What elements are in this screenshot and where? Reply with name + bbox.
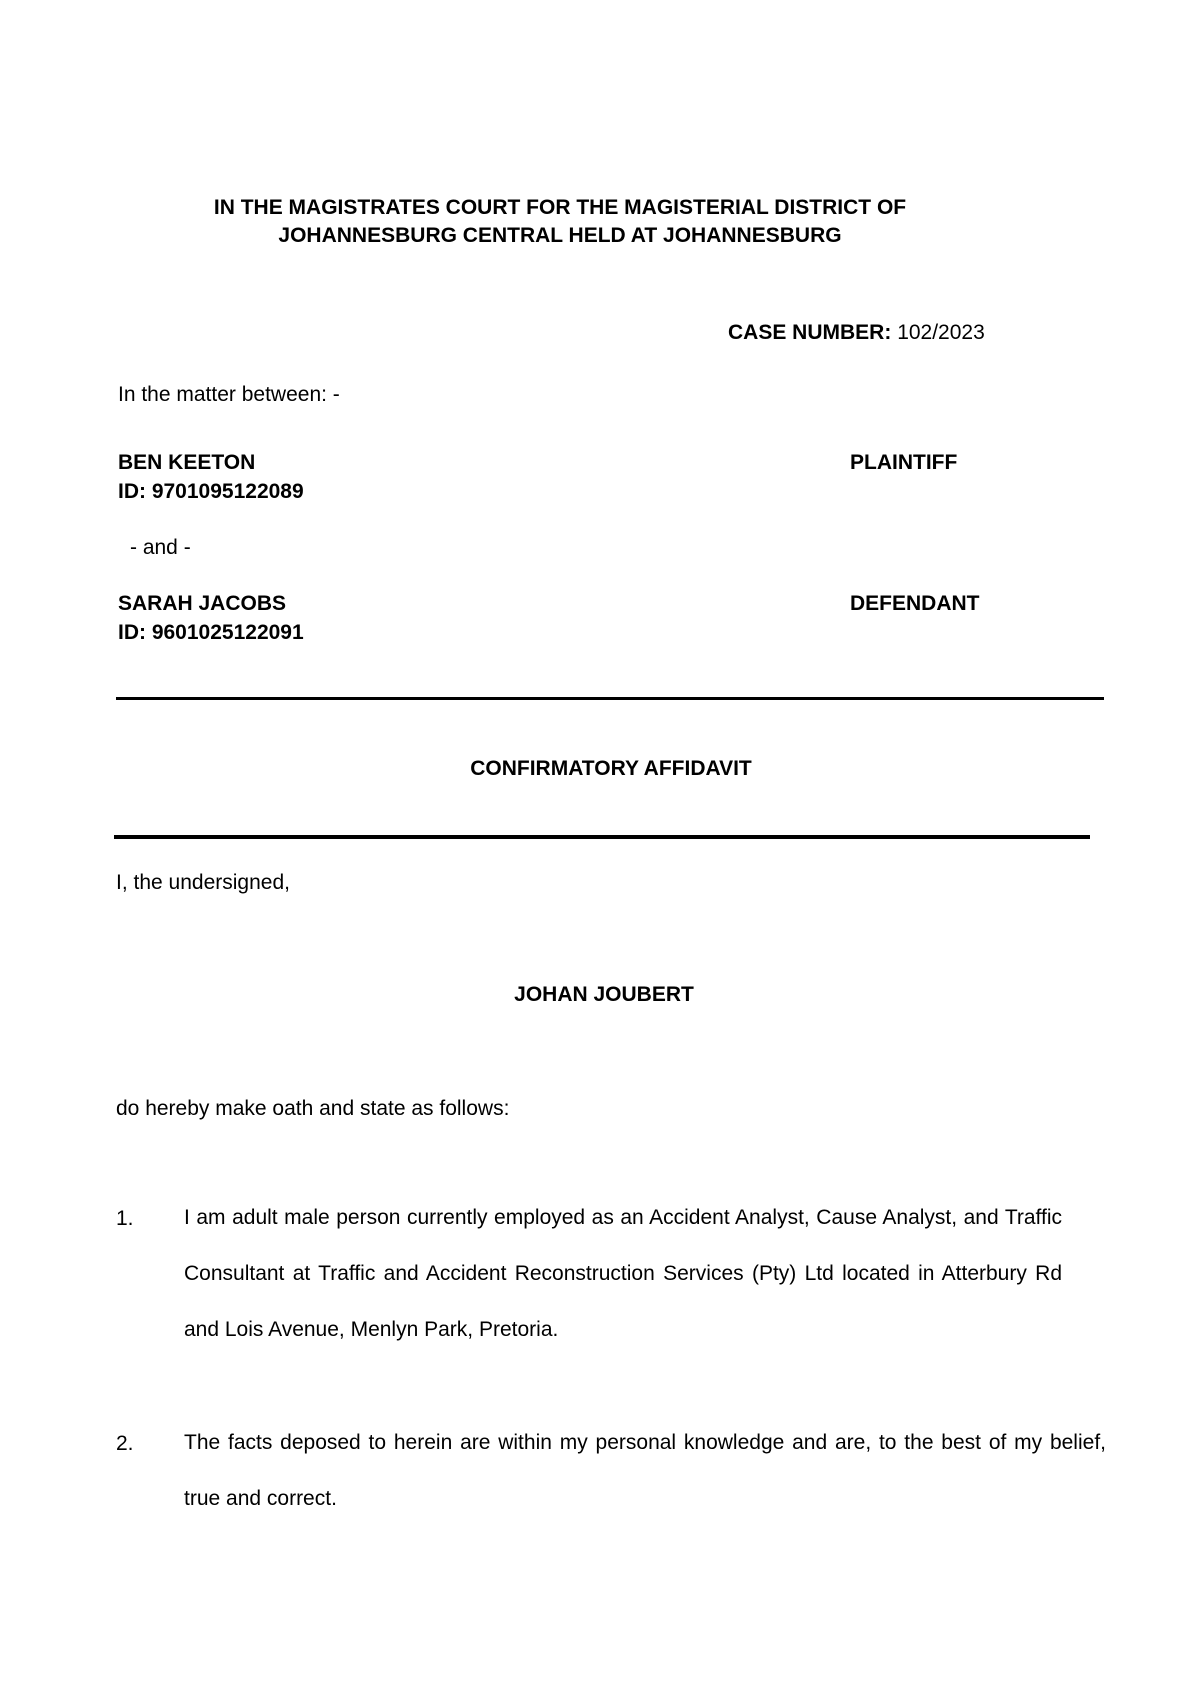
paragraph-2-number: 2.: [116, 1432, 134, 1455]
plaintiff-role: PLAINTIFF: [850, 451, 958, 474]
case-number: [728, 321, 985, 345]
document-title: CONFIRMATORY AFFIDAVIT: [470, 757, 752, 780]
court-heading-line-1: IN THE MAGISTRATES COURT FOR THE MAGISTERIAL DISTRICT OF: [213, 196, 907, 219]
divider-bottom: [114, 835, 1090, 839]
case-number-value: 102/2023: [897, 321, 985, 344]
divider-top: [116, 697, 1104, 700]
paragraph-2-text: The facts deposed to herein are within my personal knowledge and are, to the best of my belief, true and correct.: [184, 1431, 1106, 1510]
oath-statement: do hereby make oath and state as follows:: [116, 1097, 510, 1120]
undersigned-text: I, the undersigned,: [116, 871, 290, 894]
and-separator: - and -: [130, 536, 191, 559]
paragraph-1-number: 1.: [116, 1207, 134, 1230]
deponent-name: JOHAN JOUBERT: [514, 983, 694, 1006]
defendant-name: SARAH JACOBS: [118, 592, 287, 615]
defendant-role: DEFENDANT: [850, 592, 980, 615]
paragraph-1-text: I am adult male person currently employed as an Accident Analyst, Cause Analyst, and Traffic Consultant at Traffic and Accident Reconstruction Services (Pty) Ltd located in Atterbury Rd and Lois Avenue, Menlyn Park, Pretoria.: [184, 1206, 1062, 1341]
defendant-id: ID: 9601025122091: [118, 621, 304, 644]
plaintiff-id: ID: 9701095122089: [118, 480, 304, 503]
matter-between: In the matter between: -: [118, 383, 340, 406]
court-heading: [0, 194, 1120, 250]
court-heading-line-2: JOHANNESBURG CENTRAL HELD AT JOHANNESBURG: [278, 224, 842, 247]
case-number-label: CASE NUMBER:: [728, 321, 892, 344]
plaintiff-name: BEN KEETON: [118, 451, 256, 474]
